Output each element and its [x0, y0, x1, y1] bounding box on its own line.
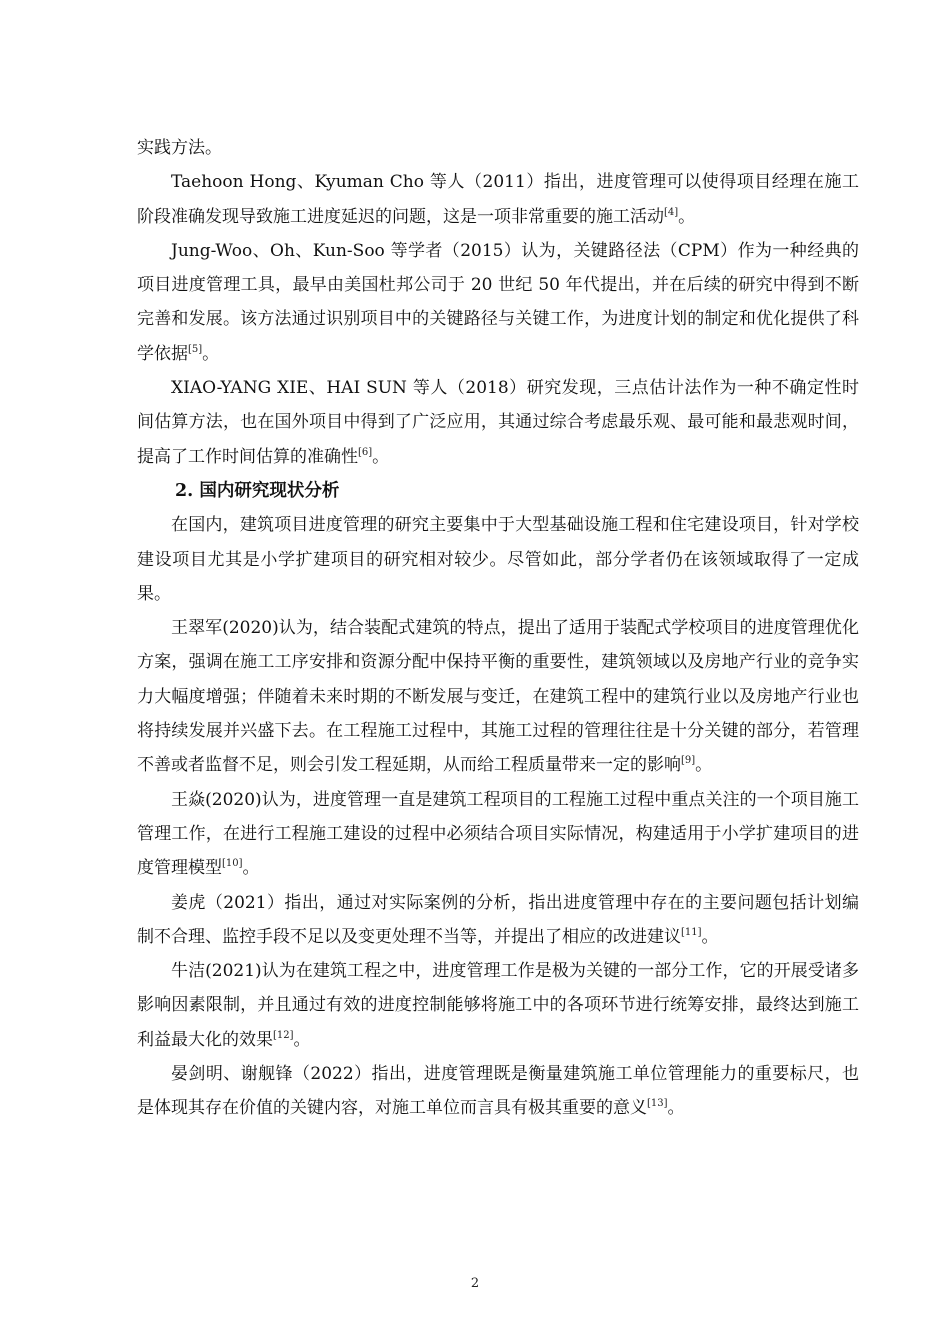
paragraph: 晏剑明、谢舰锋（2022）指出，进度管理既是衡量建筑施工单位管理能力的重要标尺，也是体现其存在价值的关键内容，对施工单位而言具有极其重要的意义[13]。: [137, 1064, 859, 1119]
citation-ref: [11]: [681, 926, 702, 938]
paragraph: Jung-Woo、Oh、Kun-Soo 等学者（2015）认为，关键路径法（CPM）作为一种经典的项目进度管理工具，最早由美国杜邦公司于 20 世纪 50 年代提出，并在后续的研究中得到不断完善和发展。该方法通过识别项目中的关键路径与关键工作，为进度计划的制定和优化提供了科学依据[5]。: [137, 240, 859, 364]
citation-ref: [13]: [647, 1098, 668, 1110]
section-heading: 2. 国内研究现状分析: [175, 480, 340, 501]
paragraph: XIAO-YANG XIE、HAI SUN 等人（2018）研究发现，三点估计法作为一种不确定性时间估算方法，也在国外项目中得到了广泛应用，其通过综合考虑最乐观、最可能和最悲观时间，提高了工作时间估算的准确性[6]。: [137, 378, 859, 467]
paragraph: 在国内，建筑项目进度管理的研究主要集中于大型基础设施工程和住宅建设项目，针对学校建设项目尤其是小学扩建项目的研究相对较少。尽管如此，部分学者仍在该领域取得了一定成果。: [137, 515, 859, 604]
citation-ref: [4]: [664, 206, 679, 218]
paragraph: 实践方法。: [137, 138, 222, 158]
citation-ref: [9]: [681, 755, 696, 767]
citation-ref: [12]: [273, 1029, 294, 1041]
page-number: 2: [470, 1276, 480, 1291]
paragraph: Taehoon Hong、Kyuman Cho 等人（2011）指出，进度管理可以使得项目经理在施工阶段准确发现导致施工进度延迟的问题，这是一项非常重要的施工活动[4]。: [137, 172, 859, 227]
citation-ref: [6]: [358, 446, 373, 458]
citation-ref: [5]: [188, 343, 203, 355]
paragraph: 王翠军(2020)认为，结合装配式建筑的特点，提出了适用于装配式学校项目的进度管理优化方案，强调在施工工序安排和资源分配中保持平衡的重要性，建筑领域以及房地产行业的竞争实力大幅度增强；伴随着未来时期的不断发展与变迁，在建筑工程中的建筑行业以及房地产行业也将持续发展并兴盛下去。在工程施工过程中，其施工过程的管理往往是十分关键的部分，若管理不善或者监督不足，则会引发工程延期，从而给工程质量带来一定的影响[9]。: [137, 618, 859, 776]
paragraph: 姜虎（2021）指出，通过对实际案例的分析，指出进度管理中存在的主要问题包括计划编制不合理、监控手段不足以及变更处理不当等，并提出了相应的改进建议[11]。: [137, 892, 859, 947]
body-text: [137, 131, 859, 1126]
paragraph: 牛洁(2021)认为在建筑工程之中，进度管理工作是极为关键的一部分工作，它的开展受诸多影响因素限制，并且通过有效的进度控制能够将施工中的各项环节进行统筹安排，最终达到施工利益最大化的效果[12]。: [137, 961, 859, 1050]
paragraph: 王焱(2020)认为，进度管理一直是建筑工程项目的工程施工过程中重点关注的一个项目施工管理工作，在进行工程施工建设的过程中必须结合项目实际情况，构建适用于小学扩建项目的进度管理模型[10]。: [137, 789, 859, 879]
citation-ref: [10]: [222, 858, 243, 870]
